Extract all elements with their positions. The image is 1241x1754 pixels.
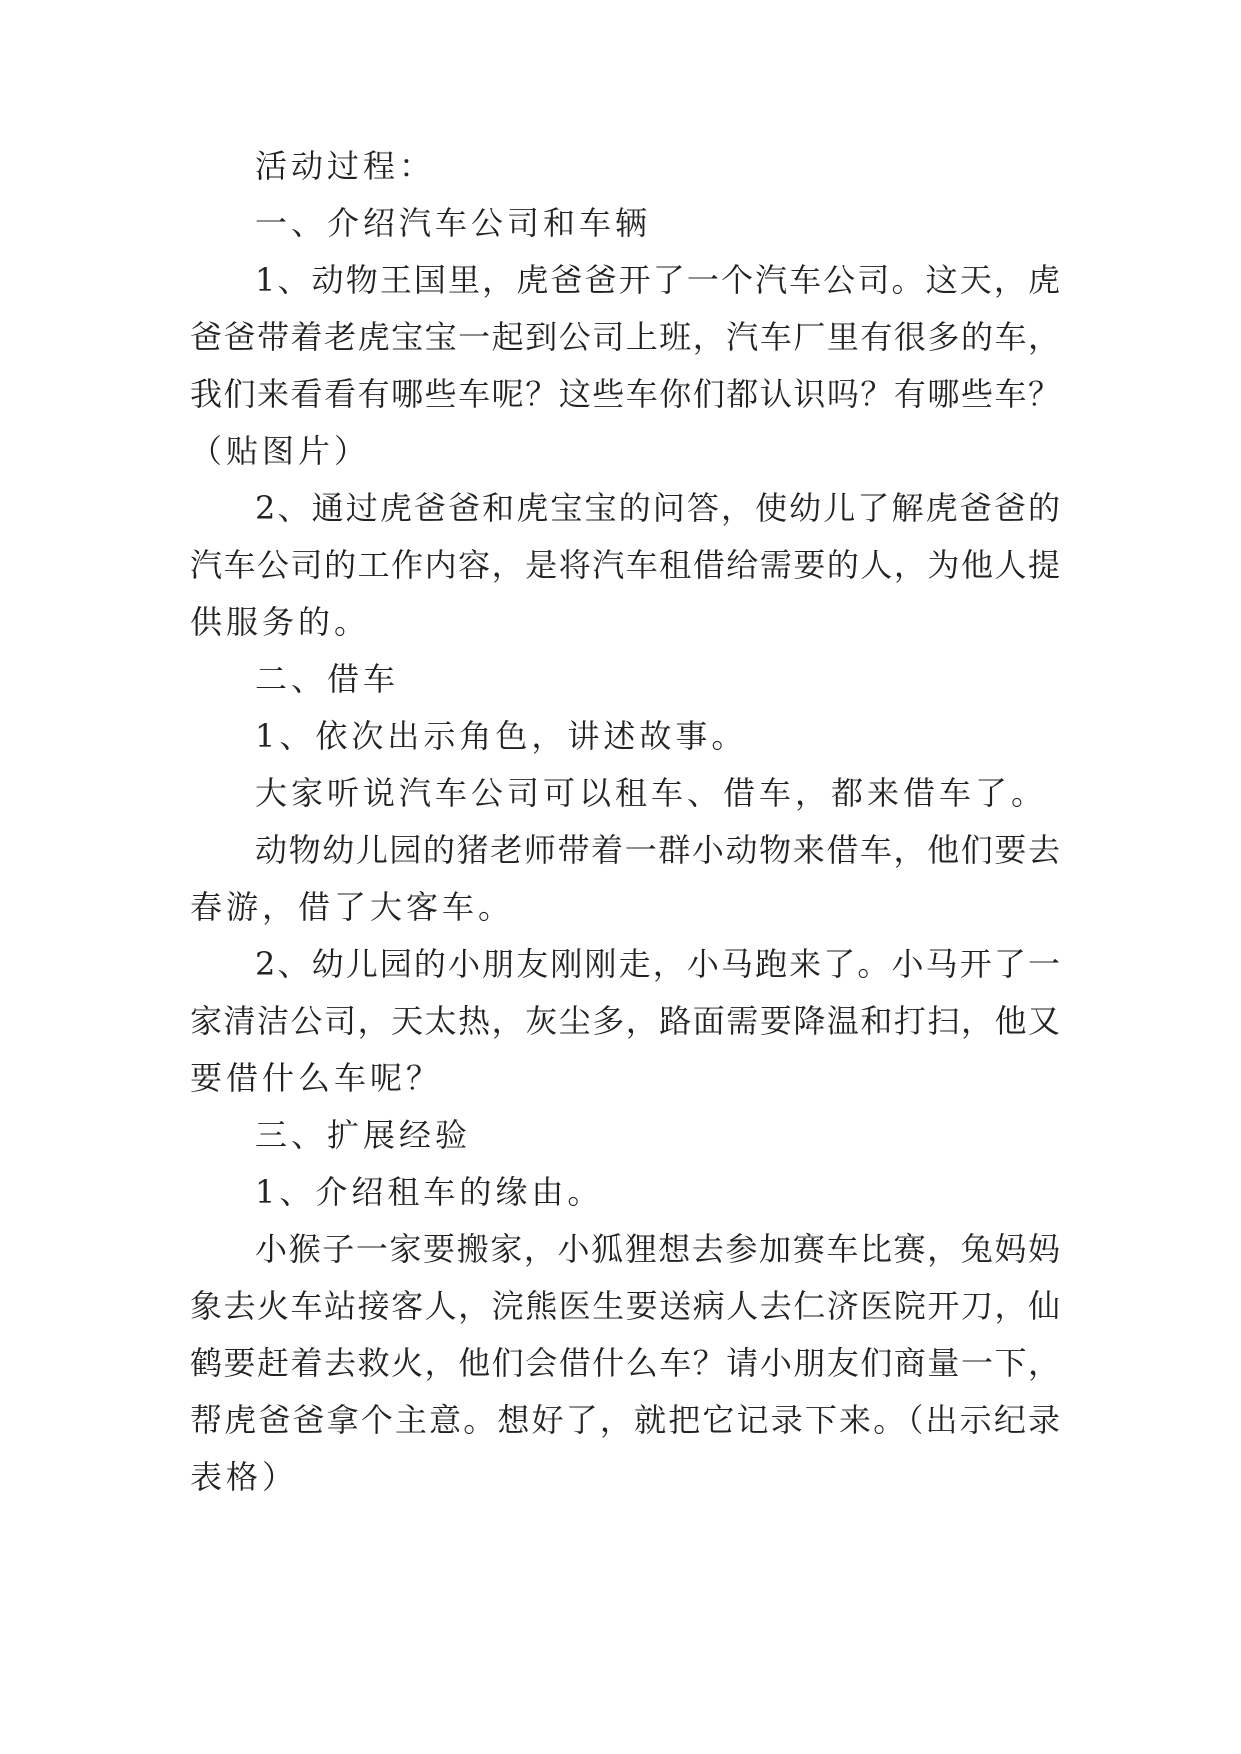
text-line: 活动过程： xyxy=(255,147,436,185)
text-line: 家清洁公司，天太热，灰尘多，路面需要降温和打扫，他又 xyxy=(190,1002,1060,1040)
section-heading: 二、借车 xyxy=(255,660,400,698)
text-line: 大家听说汽车公司可以租车、借车，都来借车了。 xyxy=(255,774,1048,812)
text-line: 1、依次出示角色，讲述故事。 xyxy=(255,717,748,755)
text-line: 供服务的。 xyxy=(190,603,371,641)
text-line: 我们来看看有哪些车呢？这些车你们都认识吗？有哪些车？ xyxy=(190,375,1060,413)
section-heading: 一、介绍汽车公司和车辆 xyxy=(255,204,652,242)
text-line: 汽车公司的工作内容，是将汽车租借给需要的人，为他人提 xyxy=(190,546,1060,584)
text-line: 要借什么车呢？ xyxy=(190,1059,443,1097)
text-line: 爸爸带着老虎宝宝一起到公司上班，汽车厂里有很多的车， xyxy=(190,318,1060,356)
text-line: 象去火车站接客人，浣熊医生要送病人去仁济医院开刀，仙 xyxy=(190,1287,1060,1325)
text-line: 2、幼儿园的小朋友刚刚走，小马跑来了。小马开了一 xyxy=(255,945,1060,983)
text-line: 小猴子一家要搬家，小狐狸想去参加赛车比赛，兔妈妈 xyxy=(255,1230,1060,1268)
text-line: 表格） xyxy=(190,1458,299,1496)
text-line: 帮虎爸爸拿个主意。想好了，就把它记录下来。（出示纪录 xyxy=(190,1401,1060,1439)
text-line: 春游，借了大客车。 xyxy=(190,888,515,926)
text-line: （贴图片） xyxy=(190,432,371,470)
text-line: 1、介绍租车的缘由。 xyxy=(255,1173,604,1211)
section-heading: 三、扩展经验 xyxy=(255,1116,472,1154)
text-line: 2、通过虎爸爸和虎宝宝的问答，使幼儿了解虎爸爸的 xyxy=(255,489,1060,527)
text-line: 1、动物王国里，虎爸爸开了一个汽车公司。这天，虎 xyxy=(255,261,1060,299)
text-line: 动物幼儿园的猪老师带着一群小动物来借车，他们要去 xyxy=(255,831,1060,869)
text-line: 鹤要赶着去救火，他们会借什么车？请小朋友们商量一下， xyxy=(190,1344,1060,1382)
